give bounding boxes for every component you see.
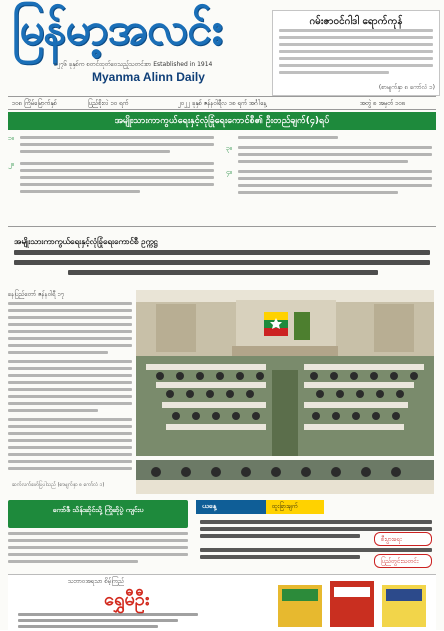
date-bar — [8, 96, 436, 110]
objectives-column-right — [226, 134, 434, 222]
teaser-tag: ယနေ့ — [196, 500, 266, 514]
coffee-ad[interactable] — [8, 574, 436, 631]
article-dateline: နေပြည်တော် ဇန်နဝါရီ ၁၇ — [8, 291, 65, 298]
secondary-photo-image — [136, 460, 434, 494]
sub-story-body — [8, 530, 188, 568]
sub-story-header[interactable] — [8, 500, 188, 528]
masthead — [8, 4, 436, 94]
objective-3-number: ၃။ — [226, 144, 233, 152]
teaser-badge-local[interactable]: ပြည်တွင်းသတင်း — [374, 554, 432, 568]
masthead-title: မြန်မာ့အလင်း — [12, 4, 222, 55]
article-continued-note: ဆက်လက်ဖော်ပြပါသည် (စာမျက်နှာ ၈ ကော်လံ ၁) — [12, 482, 105, 488]
objective-2-number: ၂။ — [8, 160, 14, 168]
ad-tagline: သဘာဝအရသာ စိမ့်ကြည် — [68, 578, 125, 585]
today-teaser[interactable] — [196, 500, 436, 568]
lead-headline-text: အမျိုးသားကာကွယ်ရေးနှင့်လုံခြုံရေးကောင်စီ ဥက္ကဋ္ဌ — [14, 237, 158, 246]
masthead-english-title: Myanma Alinn Daily — [92, 70, 205, 84]
objectives-banner-title: အမျိုးသားကာကွယ်ရေးနှင့်လုံခြုံရေးကောင်စီ၏ ဦးတည်ချက်(၄)ရပ် — [114, 116, 330, 126]
meeting-photo-image — [136, 290, 434, 456]
lead-article-body — [8, 290, 132, 490]
front-feature-title: ဂမ်းဇာဝင်ဂါဒါ ရောက်ကုန် — [309, 16, 403, 27]
gregorian-date: ၂၀၂၂ ခုနှစ် ဇန်နဝါရီလ ၁၈ ရက် အင်္ဂါနေ့ — [178, 100, 267, 107]
front-feature-footer: (စာမျက်နှာ ၈ ကော်လံ ၁) — [378, 84, 435, 91]
objective-4-number: ၄။ — [226, 168, 233, 176]
masthead-established: ၁၂၇၆ ခုနှစ်က စတင်ထုတ်ဝေသည့်သတင်းစာ Established in 1914 — [54, 61, 213, 68]
front-feature-box[interactable] — [272, 10, 440, 96]
objectives-column-left — [8, 134, 216, 222]
product-packshots — [278, 577, 428, 629]
objectives-banner — [8, 112, 436, 130]
teaser-badge-economy[interactable]: စီးပွားရေး — [374, 532, 432, 546]
secondary-photo-strip — [136, 460, 434, 494]
objectives-list — [8, 134, 436, 222]
burmese-date: ပြည်စိုးလဲ ၁၀ ရက် — [88, 100, 129, 107]
meeting-photo — [136, 290, 434, 456]
sub-story-headline: ကော်ဖီ သိန်းဆိုင်သို့ ကြိုဆိုပွဲ ကျင်းပ — [52, 506, 144, 514]
volume-label: ၁၀၈ ကြိမ်မြောက်နှစ် — [12, 100, 58, 107]
section-divider — [8, 226, 436, 227]
objective-1-number: ၁။ — [8, 134, 15, 142]
teaser-subtag: ထူးခြားချက် — [266, 500, 324, 514]
lead-headline[interactable] — [8, 230, 436, 284]
issue-number: အတွဲ ၈ အမှတ် ၁၀၈ — [360, 100, 406, 107]
ad-brand-name: ရွှေမီဦး — [104, 589, 150, 610]
masthead-logo-block — [8, 4, 270, 94]
